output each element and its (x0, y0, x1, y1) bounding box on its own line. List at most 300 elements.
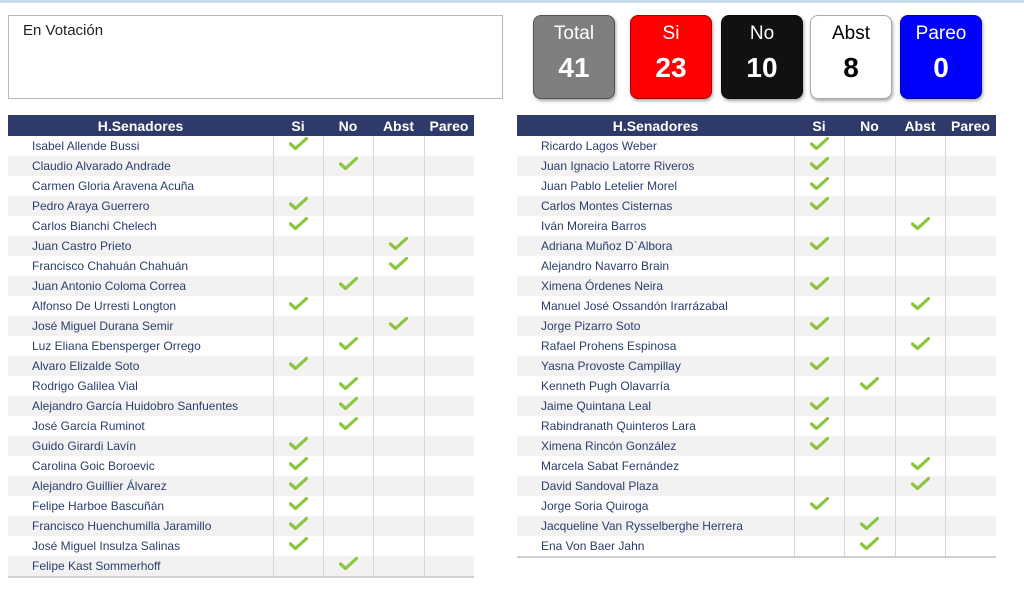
table-row (8, 456, 474, 476)
vote-cell-si (794, 196, 844, 216)
vote-cell-pareo (945, 176, 996, 196)
vote-cell-no (844, 356, 895, 376)
vote-cell-abst (373, 256, 424, 276)
check-icon (911, 297, 930, 310)
table-row (8, 376, 474, 396)
vote-cell-si (273, 316, 323, 336)
vote-cell-no (844, 436, 895, 456)
check-icon (860, 517, 879, 530)
vote-cell-abst (373, 496, 424, 516)
senator-name: Iván Moreira Barros (517, 216, 794, 236)
vote-cell-pareo (945, 276, 996, 296)
table-row (8, 296, 474, 316)
vote-cell-si (273, 176, 323, 196)
si-tile-value: 23 (655, 52, 687, 83)
senator-name: Francisco Huenchumilla Jaramillo (8, 516, 273, 536)
check-icon (810, 277, 829, 290)
vote-cell-pareo (945, 536, 996, 557)
check-icon (339, 377, 358, 390)
abst-tile (810, 15, 892, 99)
vote-cell-pareo (945, 136, 996, 156)
vote-cell-pareo (945, 396, 996, 416)
check-icon (911, 337, 930, 350)
vote-cell-no (844, 236, 895, 256)
senators-table-left (8, 115, 474, 578)
vote-cell-pareo (945, 256, 996, 276)
vote-cell-si (273, 136, 323, 156)
vote-cell-si (794, 336, 844, 356)
vote-cell-abst (895, 396, 945, 416)
vote-cell-pareo (424, 496, 474, 516)
senator-name: Ena Von Baer Jahn (517, 536, 794, 557)
table-row (8, 316, 474, 336)
vote-cell-si (273, 396, 323, 416)
check-icon (289, 497, 308, 510)
vote-cell-abst (373, 536, 424, 556)
senator-name: Alvaro Elizalde Soto (8, 356, 273, 376)
check-icon (810, 497, 829, 510)
vote-cell-no (844, 216, 895, 236)
vote-cell-abst (895, 476, 945, 496)
header-abst: Abst (373, 115, 424, 136)
vote-cell-si (794, 136, 844, 156)
senator-name: Rabindranath Quinteros Lara (517, 416, 794, 436)
vote-cell-abst (373, 196, 424, 216)
senator-name: Claudio Alvarado Andrade (8, 156, 273, 176)
check-icon (860, 377, 879, 390)
vote-cell-si (794, 356, 844, 376)
vote-cell-no (323, 156, 373, 176)
check-icon (289, 477, 308, 490)
vote-cell-si (273, 556, 323, 577)
vote-cell-no (844, 536, 895, 557)
senator-name: Manuel José Ossandón Irarrázabal (517, 296, 794, 316)
vote-cell-pareo (424, 196, 474, 216)
senator-name: Juan Castro Prieto (8, 236, 273, 256)
check-icon (289, 437, 308, 450)
vote-cell-pareo (945, 356, 996, 376)
table-row (8, 196, 474, 216)
vote-cell-si (273, 416, 323, 436)
vote-cell-pareo (945, 216, 996, 236)
vote-cell-pareo (945, 236, 996, 256)
si-tile-label: Si (662, 23, 680, 44)
window-top-edge (0, 0, 1024, 3)
table-row (517, 396, 996, 416)
senator-name: Alejandro García Huidobro Sanfuentes (8, 396, 273, 416)
header-no: No (323, 115, 373, 136)
header-si: Si (273, 115, 323, 136)
vote-cell-si (273, 336, 323, 356)
vote-cell-abst (895, 156, 945, 176)
vote-cell-abst (895, 316, 945, 336)
vote-cell-si (273, 236, 323, 256)
vote-cell-no (844, 156, 895, 176)
table-row (8, 476, 474, 496)
vote-cell-si (794, 396, 844, 416)
senator-name: Juan Antonio Coloma Correa (8, 276, 273, 296)
voting-status-panel (8, 15, 503, 99)
vote-cell-si (794, 516, 844, 536)
no-tile-value: 10 (746, 52, 778, 83)
check-icon (810, 357, 829, 370)
vote-cell-si (273, 216, 323, 236)
table-row (517, 336, 996, 356)
vote-cell-abst (373, 556, 424, 577)
check-icon (810, 417, 829, 430)
header-pareo: Pareo (945, 115, 996, 136)
vote-cell-abst (373, 396, 424, 416)
vote-cell-abst (373, 456, 424, 476)
vote-cell-abst (895, 216, 945, 236)
total-tile (533, 15, 615, 99)
vote-cell-pareo (945, 456, 996, 476)
senator-name: Alejandro Guillier Álvarez (8, 476, 273, 496)
table-row (8, 256, 474, 276)
vote-cell-abst (895, 456, 945, 476)
vote-cell-abst (895, 296, 945, 316)
table-row (517, 376, 996, 396)
table-row (8, 356, 474, 376)
vote-cell-abst (373, 276, 424, 296)
vote-cell-pareo (424, 356, 474, 376)
vote-cell-no (323, 376, 373, 396)
senator-name: Yasna Provoste Campillay (517, 356, 794, 376)
vote-cell-si (273, 276, 323, 296)
vote-cell-pareo (424, 376, 474, 396)
senator-name: Alfonso De Urresti Longton (8, 296, 273, 316)
vote-cell-no (844, 516, 895, 536)
vote-cell-pareo (424, 176, 474, 196)
senator-name: Marcela Sabat Fernández (517, 456, 794, 476)
vote-cell-si (794, 376, 844, 396)
table-row (8, 156, 474, 176)
vote-cell-pareo (945, 296, 996, 316)
vote-cell-si (794, 156, 844, 176)
vote-cell-abst (895, 416, 945, 436)
vote-cell-si (794, 276, 844, 296)
check-icon (810, 157, 829, 170)
check-icon (810, 237, 829, 250)
no-tile (721, 15, 803, 99)
table-row (517, 216, 996, 236)
vote-cell-pareo (945, 156, 996, 176)
vote-cell-pareo (424, 216, 474, 236)
check-icon (911, 477, 930, 490)
vote-cell-abst (373, 336, 424, 356)
senator-name: Alejandro Navarro Brain (517, 256, 794, 276)
vote-cell-pareo (424, 336, 474, 356)
table-row (8, 396, 474, 416)
vote-cell-abst (895, 536, 945, 557)
check-icon (810, 137, 829, 150)
vote-cell-si (273, 496, 323, 516)
vote-cell-abst (373, 216, 424, 236)
senator-name: José García Ruminot (8, 416, 273, 436)
pareo-tile (900, 15, 982, 99)
vote-cell-si (794, 316, 844, 336)
check-icon (389, 317, 408, 330)
vote-cell-no (844, 176, 895, 196)
check-icon (289, 217, 308, 230)
check-icon (389, 257, 408, 270)
vote-cell-si (794, 176, 844, 196)
vote-cell-si (794, 496, 844, 516)
vote-cell-abst (373, 416, 424, 436)
vote-cell-pareo (945, 436, 996, 456)
check-icon (339, 557, 358, 570)
check-icon (339, 337, 358, 350)
table-row (517, 456, 996, 476)
abst-tile-value: 8 (843, 52, 859, 83)
header-abst: Abst (895, 115, 945, 136)
vote-cell-si (794, 236, 844, 256)
vote-cell-no (844, 256, 895, 276)
senator-name: Ximena Órdenes Neira (517, 276, 794, 296)
pareo-tile-label: Pareo (915, 23, 967, 44)
vote-cell-no (323, 196, 373, 216)
vote-cell-si (273, 356, 323, 376)
table-row (8, 236, 474, 256)
check-icon (810, 197, 829, 210)
header-pareo: Pareo (424, 115, 474, 136)
vote-cell-abst (895, 196, 945, 216)
vote-cell-pareo (424, 256, 474, 276)
senator-name: Carlos Montes Cisternas (517, 196, 794, 216)
check-icon (339, 397, 358, 410)
vote-cell-no (844, 416, 895, 436)
vote-cell-si (273, 436, 323, 456)
vote-cell-no (323, 296, 373, 316)
table-row (517, 536, 996, 557)
vote-cell-abst (373, 476, 424, 496)
table-row (517, 496, 996, 516)
header-senadores: H.Senadores (517, 115, 794, 136)
check-icon (289, 537, 308, 550)
total-tile-value: 41 (558, 52, 590, 83)
senator-name: Jaime Quintana Leal (517, 396, 794, 416)
senator-name: Kenneth Pugh Olavarría (517, 376, 794, 396)
total-tile-label: Total (553, 23, 595, 44)
vote-cell-no (844, 296, 895, 316)
vote-cell-no (844, 336, 895, 356)
check-icon (810, 177, 829, 190)
vote-cell-no (323, 396, 373, 416)
header-si: Si (794, 115, 844, 136)
table-row (517, 236, 996, 256)
senator-name: Ximena Rincón González (517, 436, 794, 456)
table-row (517, 156, 996, 176)
vote-cell-no (844, 456, 895, 476)
vote-cell-si (794, 456, 844, 476)
vote-cell-abst (373, 316, 424, 336)
vote-cell-pareo (424, 456, 474, 476)
vote-cell-no (323, 456, 373, 476)
vote-cell-pareo (945, 196, 996, 216)
vote-cell-abst (895, 276, 945, 296)
vote-cell-no (323, 316, 373, 336)
vote-cell-abst (373, 376, 424, 396)
senators-table-right (517, 115, 996, 558)
vote-cell-abst (895, 256, 945, 276)
check-icon (911, 217, 930, 230)
senator-name: Juan Pablo Letelier Morel (517, 176, 794, 196)
vote-cell-si (794, 416, 844, 436)
vote-cell-si (273, 516, 323, 536)
table-row (517, 436, 996, 456)
vote-cell-pareo (945, 516, 996, 536)
table-row (8, 536, 474, 556)
senator-name: Carmen Gloria Aravena Acuña (8, 176, 273, 196)
vote-cell-si (794, 436, 844, 456)
check-icon (289, 517, 308, 530)
check-icon (339, 277, 358, 290)
vote-cell-no (323, 136, 373, 156)
vote-cell-abst (895, 336, 945, 356)
table-row (517, 416, 996, 436)
vote-cell-si (273, 156, 323, 176)
check-icon (810, 397, 829, 410)
vote-cell-no (323, 416, 373, 436)
vote-cell-pareo (424, 296, 474, 316)
vote-cell-abst (895, 236, 945, 256)
vote-cell-no (844, 396, 895, 416)
vote-cell-no (323, 496, 373, 516)
vote-cell-pareo (424, 436, 474, 456)
table-row (517, 296, 996, 316)
check-icon (810, 437, 829, 450)
vote-cell-no (323, 476, 373, 496)
vote-cell-no (844, 276, 895, 296)
senator-name: Jorge Pizarro Soto (517, 316, 794, 336)
senator-name: Felipe Harboe Bascuñán (8, 496, 273, 516)
senator-name: Felipe Kast Sommerhoff (8, 556, 273, 577)
vote-cell-no (323, 436, 373, 456)
vote-cell-pareo (424, 516, 474, 536)
vote-cell-pareo (945, 416, 996, 436)
vote-cell-no (323, 216, 373, 236)
vote-cell-si (794, 296, 844, 316)
vote-cell-no (323, 516, 373, 536)
vote-cell-pareo (424, 536, 474, 556)
no-tile-label: No (749, 23, 775, 44)
table-row (8, 276, 474, 296)
vote-cell-no (323, 236, 373, 256)
senator-name: Rodrigo Galilea Vial (8, 376, 273, 396)
vote-cell-abst (373, 176, 424, 196)
table-row (517, 136, 996, 156)
pareo-tile-value: 0 (933, 52, 949, 83)
vote-cell-abst (373, 296, 424, 316)
vote-cell-si (273, 196, 323, 216)
table-row (8, 556, 474, 577)
table-header-row (8, 115, 474, 136)
senator-name: Rafael Prohens Espinosa (517, 336, 794, 356)
vote-cell-abst (895, 516, 945, 536)
vote-cell-si (794, 476, 844, 496)
senator-name: Ricardo Lagos Weber (517, 136, 794, 156)
vote-cell-si (794, 256, 844, 276)
vote-cell-pareo (424, 156, 474, 176)
senator-name: Juan Ignacio Latorre Riveros (517, 156, 794, 176)
senator-name: Jacqueline Van Rysselberghe Herrera (517, 516, 794, 536)
vote-cell-pareo (424, 276, 474, 296)
table-row (517, 276, 996, 296)
check-icon (289, 297, 308, 310)
vote-cell-no (323, 336, 373, 356)
vote-cell-abst (373, 516, 424, 536)
vote-cell-no (844, 196, 895, 216)
table-row (8, 496, 474, 516)
vote-cell-no (844, 376, 895, 396)
vote-cell-pareo (945, 336, 996, 356)
vote-cell-pareo (945, 496, 996, 516)
vote-cell-pareo (945, 476, 996, 496)
vote-cell-no (844, 136, 895, 156)
table-row (8, 176, 474, 196)
senator-name: Isabel Allende Bussi (8, 136, 273, 156)
check-icon (339, 417, 358, 430)
table-row (8, 136, 474, 156)
vote-cell-no (844, 316, 895, 336)
vote-cell-pareo (945, 376, 996, 396)
senator-name: Pedro Araya Guerrero (8, 196, 273, 216)
check-icon (289, 197, 308, 210)
vote-cell-si (273, 256, 323, 276)
vote-cell-abst (373, 236, 424, 256)
vote-cell-no (323, 176, 373, 196)
vote-cell-no (323, 356, 373, 376)
vote-cell-no (323, 556, 373, 577)
table-row (517, 316, 996, 336)
check-icon (810, 317, 829, 330)
header-senadores: H.Senadores (8, 115, 273, 136)
senator-name: Carolina Goic Boroevic (8, 456, 273, 476)
vote-cell-pareo (424, 316, 474, 336)
check-icon (339, 157, 358, 170)
table-row (517, 516, 996, 536)
senator-name: José Miguel Insulza Salinas (8, 536, 273, 556)
table-row (8, 336, 474, 356)
abst-tile-label: Abst (831, 23, 871, 44)
table-row (517, 256, 996, 276)
senator-name: Carlos Bianchi Chelech (8, 216, 273, 236)
check-icon (860, 537, 879, 550)
check-icon (389, 237, 408, 250)
check-icon (289, 357, 308, 370)
vote-cell-abst (895, 136, 945, 156)
senator-name: Adriana Muñoz D`Albora (517, 236, 794, 256)
vote-cell-si (273, 476, 323, 496)
senator-name: José Miguel Durana Semir (8, 316, 273, 336)
vote-cell-pareo (424, 556, 474, 577)
table-row (8, 216, 474, 236)
vote-cell-pareo (424, 236, 474, 256)
vote-cell-abst (373, 436, 424, 456)
si-tile (630, 15, 712, 99)
vote-cell-abst (373, 156, 424, 176)
vote-cell-si (794, 216, 844, 236)
vote-cell-abst (895, 496, 945, 516)
vote-cell-si (273, 456, 323, 476)
vote-cell-si (273, 536, 323, 556)
vote-cell-pareo (945, 316, 996, 336)
vote-cell-pareo (424, 476, 474, 496)
table-row (8, 436, 474, 456)
voting-status-label: En Votación (23, 22, 104, 39)
check-icon (289, 457, 308, 470)
vote-cell-no (323, 276, 373, 296)
